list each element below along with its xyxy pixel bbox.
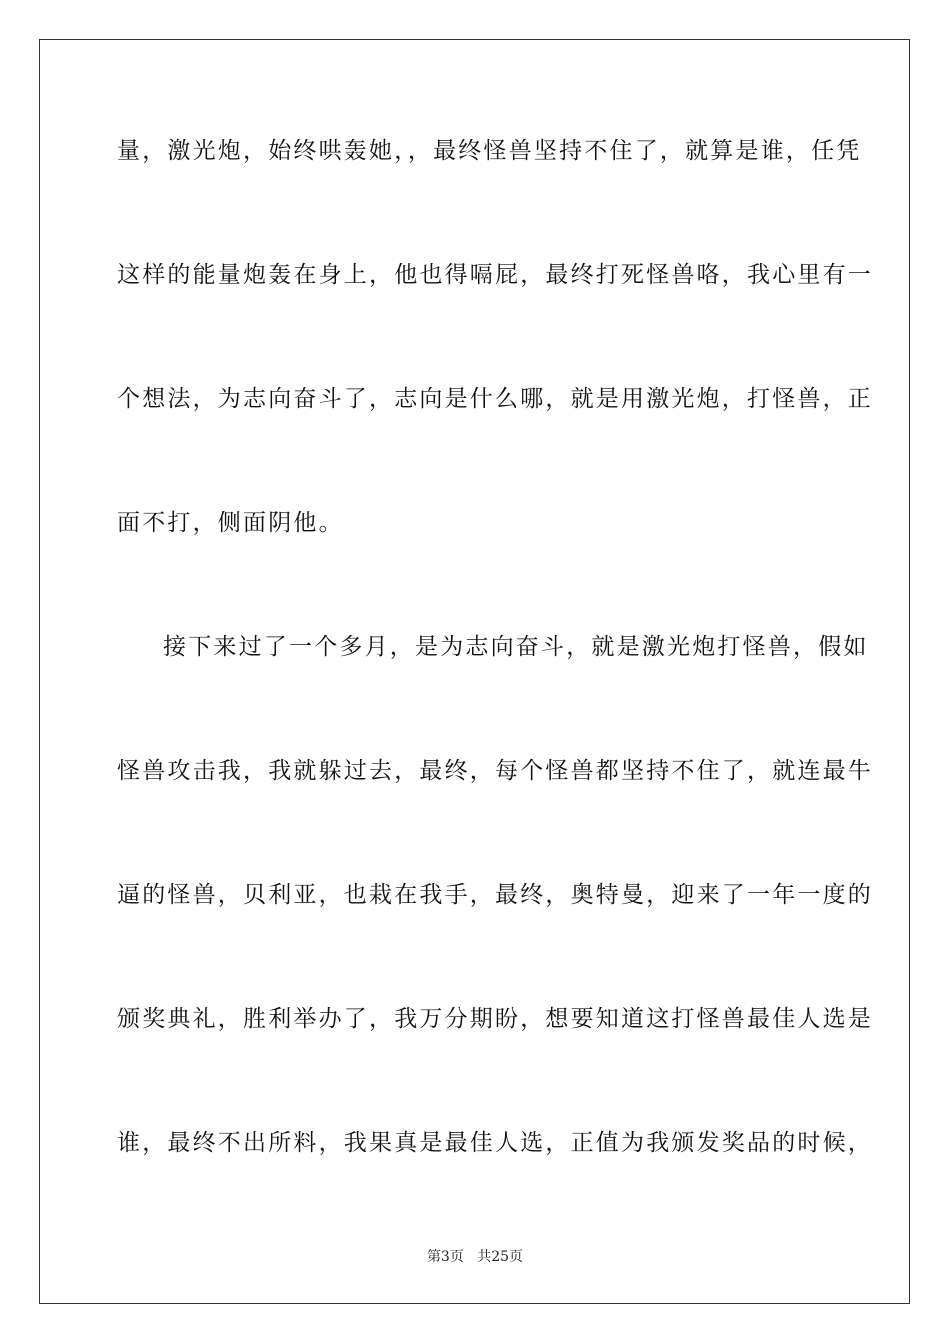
page-total: 共25页: [477, 1249, 524, 1265]
text-line-5-paragraph-start: 接下来过了一个多月，是为志向奋斗，就是激光炮打怪兽，假如: [163, 634, 869, 660]
page-footer: [0, 1248, 950, 1266]
text-line-8: 颁奖典礼，胜利举办了，我万分期盼，想要知道这打怪兽最佳人选是: [117, 1006, 873, 1032]
text-line-4: 面不打，侧面阴他。: [117, 510, 344, 536]
page-number: 第3页: [426, 1249, 464, 1265]
text-line-6: 怪兽攻击我，我就躲过去，最终，每个怪兽都坚持不住了，就连最牛: [117, 758, 873, 784]
text-line-1: 量，激光炮，始终哄轰她，，最终怪兽坚持不住了，就算是谁，任凭: [117, 138, 862, 164]
text-line-9: 谁，最终不出所料，我果真是最佳人选，正值为我颁发奖品的时候，: [117, 1130, 873, 1156]
text-line-3: 个想法，为志向奋斗了，志向是什么哪，就是用激光炮，打怪兽，正: [117, 386, 873, 412]
text-line-7: 逼的怪兽，贝利亚，也栽在我手，最终，奥特曼，迎来了一年一度的: [117, 882, 873, 908]
text-line-2: 这样的能量炮轰在身上，他也得嗝屁，最终打死怪兽咯，我心里有一: [117, 262, 873, 288]
page-border: [39, 39, 910, 1304]
